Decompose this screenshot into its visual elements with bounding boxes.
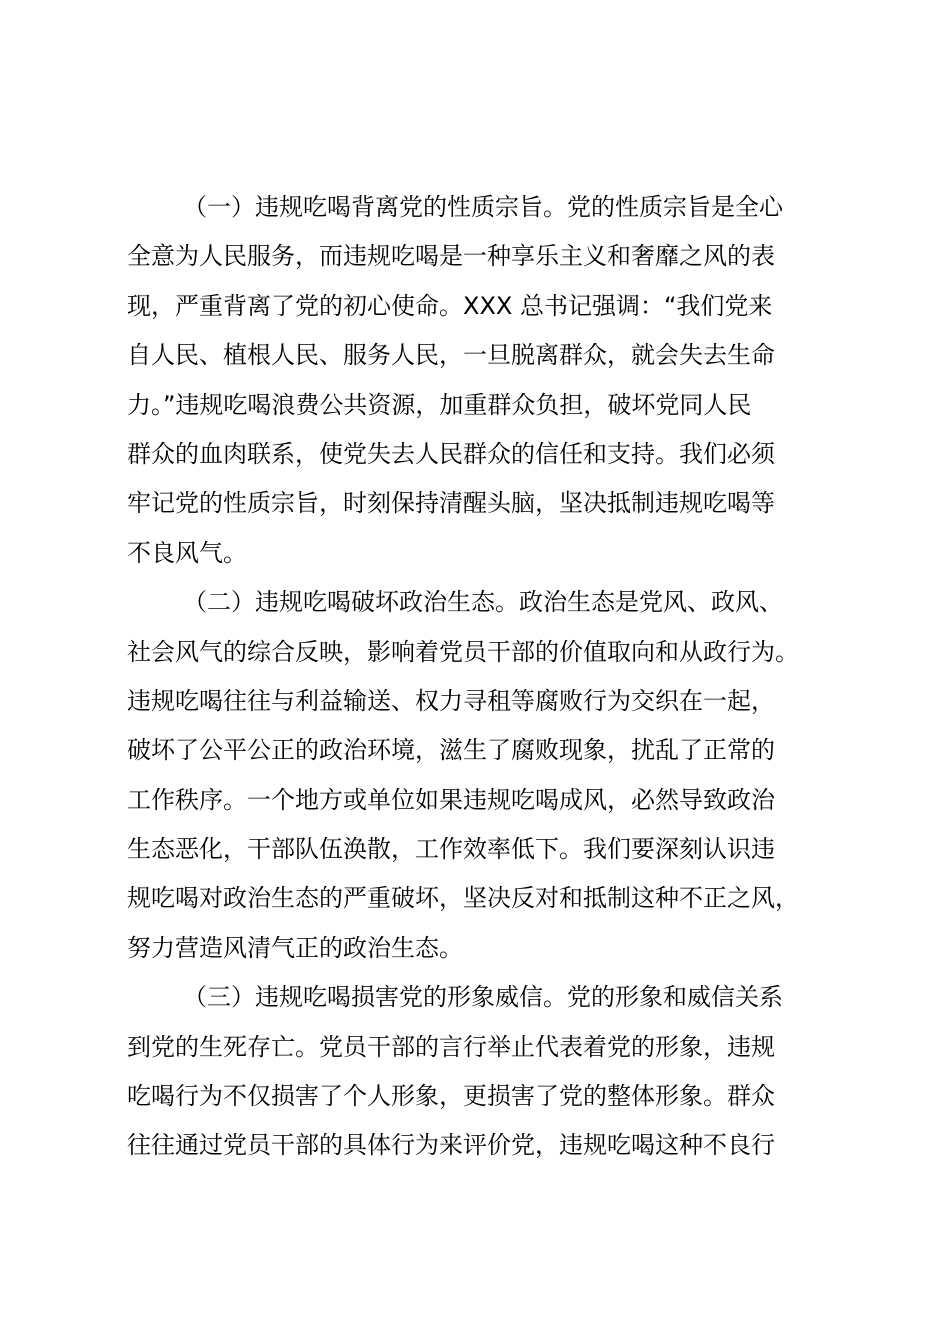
text-line: （一）违规吃喝背离党的性质宗旨。党的性质宗旨是全心 bbox=[183, 193, 783, 221]
text-line: 现，严重背离了党的初心使命。XXX 总书记强调：“我们党来 bbox=[127, 291, 773, 320]
paragraph-3 bbox=[127, 973, 857, 1171]
text-line: 社会风气的综合反映，影响着党员干部的价值取向和从政行为。 bbox=[127, 637, 799, 666]
text-line: 全意为人民服务，而违规吃喝是一种享乐主义和奢靡之风的表 bbox=[127, 242, 775, 271]
text-line: 规吃喝对政治生态的严重破坏，坚决反对和抵制这种不正之风， bbox=[127, 884, 799, 913]
text-line: 群众的血肉联系，使党失去人民群众的信任和支持。我们必须 bbox=[127, 439, 775, 468]
text-line: 不良风气。 bbox=[127, 538, 247, 567]
text-line: 破坏了公平公正的政治环境，滋生了腐败现象，扰乱了正常的 bbox=[127, 736, 775, 765]
text-line: 生态恶化，干部队伍涣散，工作效率低下。我们要深刻认识违 bbox=[127, 835, 775, 864]
text-line: 吃喝行为不仅损害了个人形象，更损害了党的整体形象。群众 bbox=[127, 1082, 775, 1111]
document-body bbox=[127, 183, 857, 1171]
text-line: 力。”违规吃喝浪费公共资源，加重群众负担，破坏党同人民 bbox=[127, 390, 752, 419]
paragraph-1 bbox=[127, 183, 857, 578]
text-line: 往往通过党员干部的具体行为来评价党，违规吃喝这种不良行 bbox=[127, 1131, 775, 1160]
paragraph-2 bbox=[127, 578, 857, 973]
text-line: 到党的生死存亡。党员干部的言行举止代表着党的形象，违规 bbox=[127, 1032, 775, 1061]
text-line: （二）违规吃喝破坏政治生态。政治生态是党风、政风、 bbox=[183, 588, 783, 617]
text-line: （三）违规吃喝损害党的形象威信。党的形象和威信关系 bbox=[183, 983, 783, 1012]
text-line: 自人民、植根人民、服务人民，一旦脱离群众，就会失去生命 bbox=[127, 341, 775, 370]
text-line: 牢记党的性质宗旨，时刻保持清醒头脑，坚决抵制违规吃喝等 bbox=[127, 489, 775, 518]
text-line: 努力营造风清气正的政治生态。 bbox=[127, 933, 463, 962]
text-line: 违规吃喝往往与利益输送、权力寻租等腐败行为交织在一起， bbox=[127, 686, 775, 715]
text-line: 工作秩序。一个地方或单位如果违规吃喝成风，必然导致政治 bbox=[127, 785, 775, 814]
